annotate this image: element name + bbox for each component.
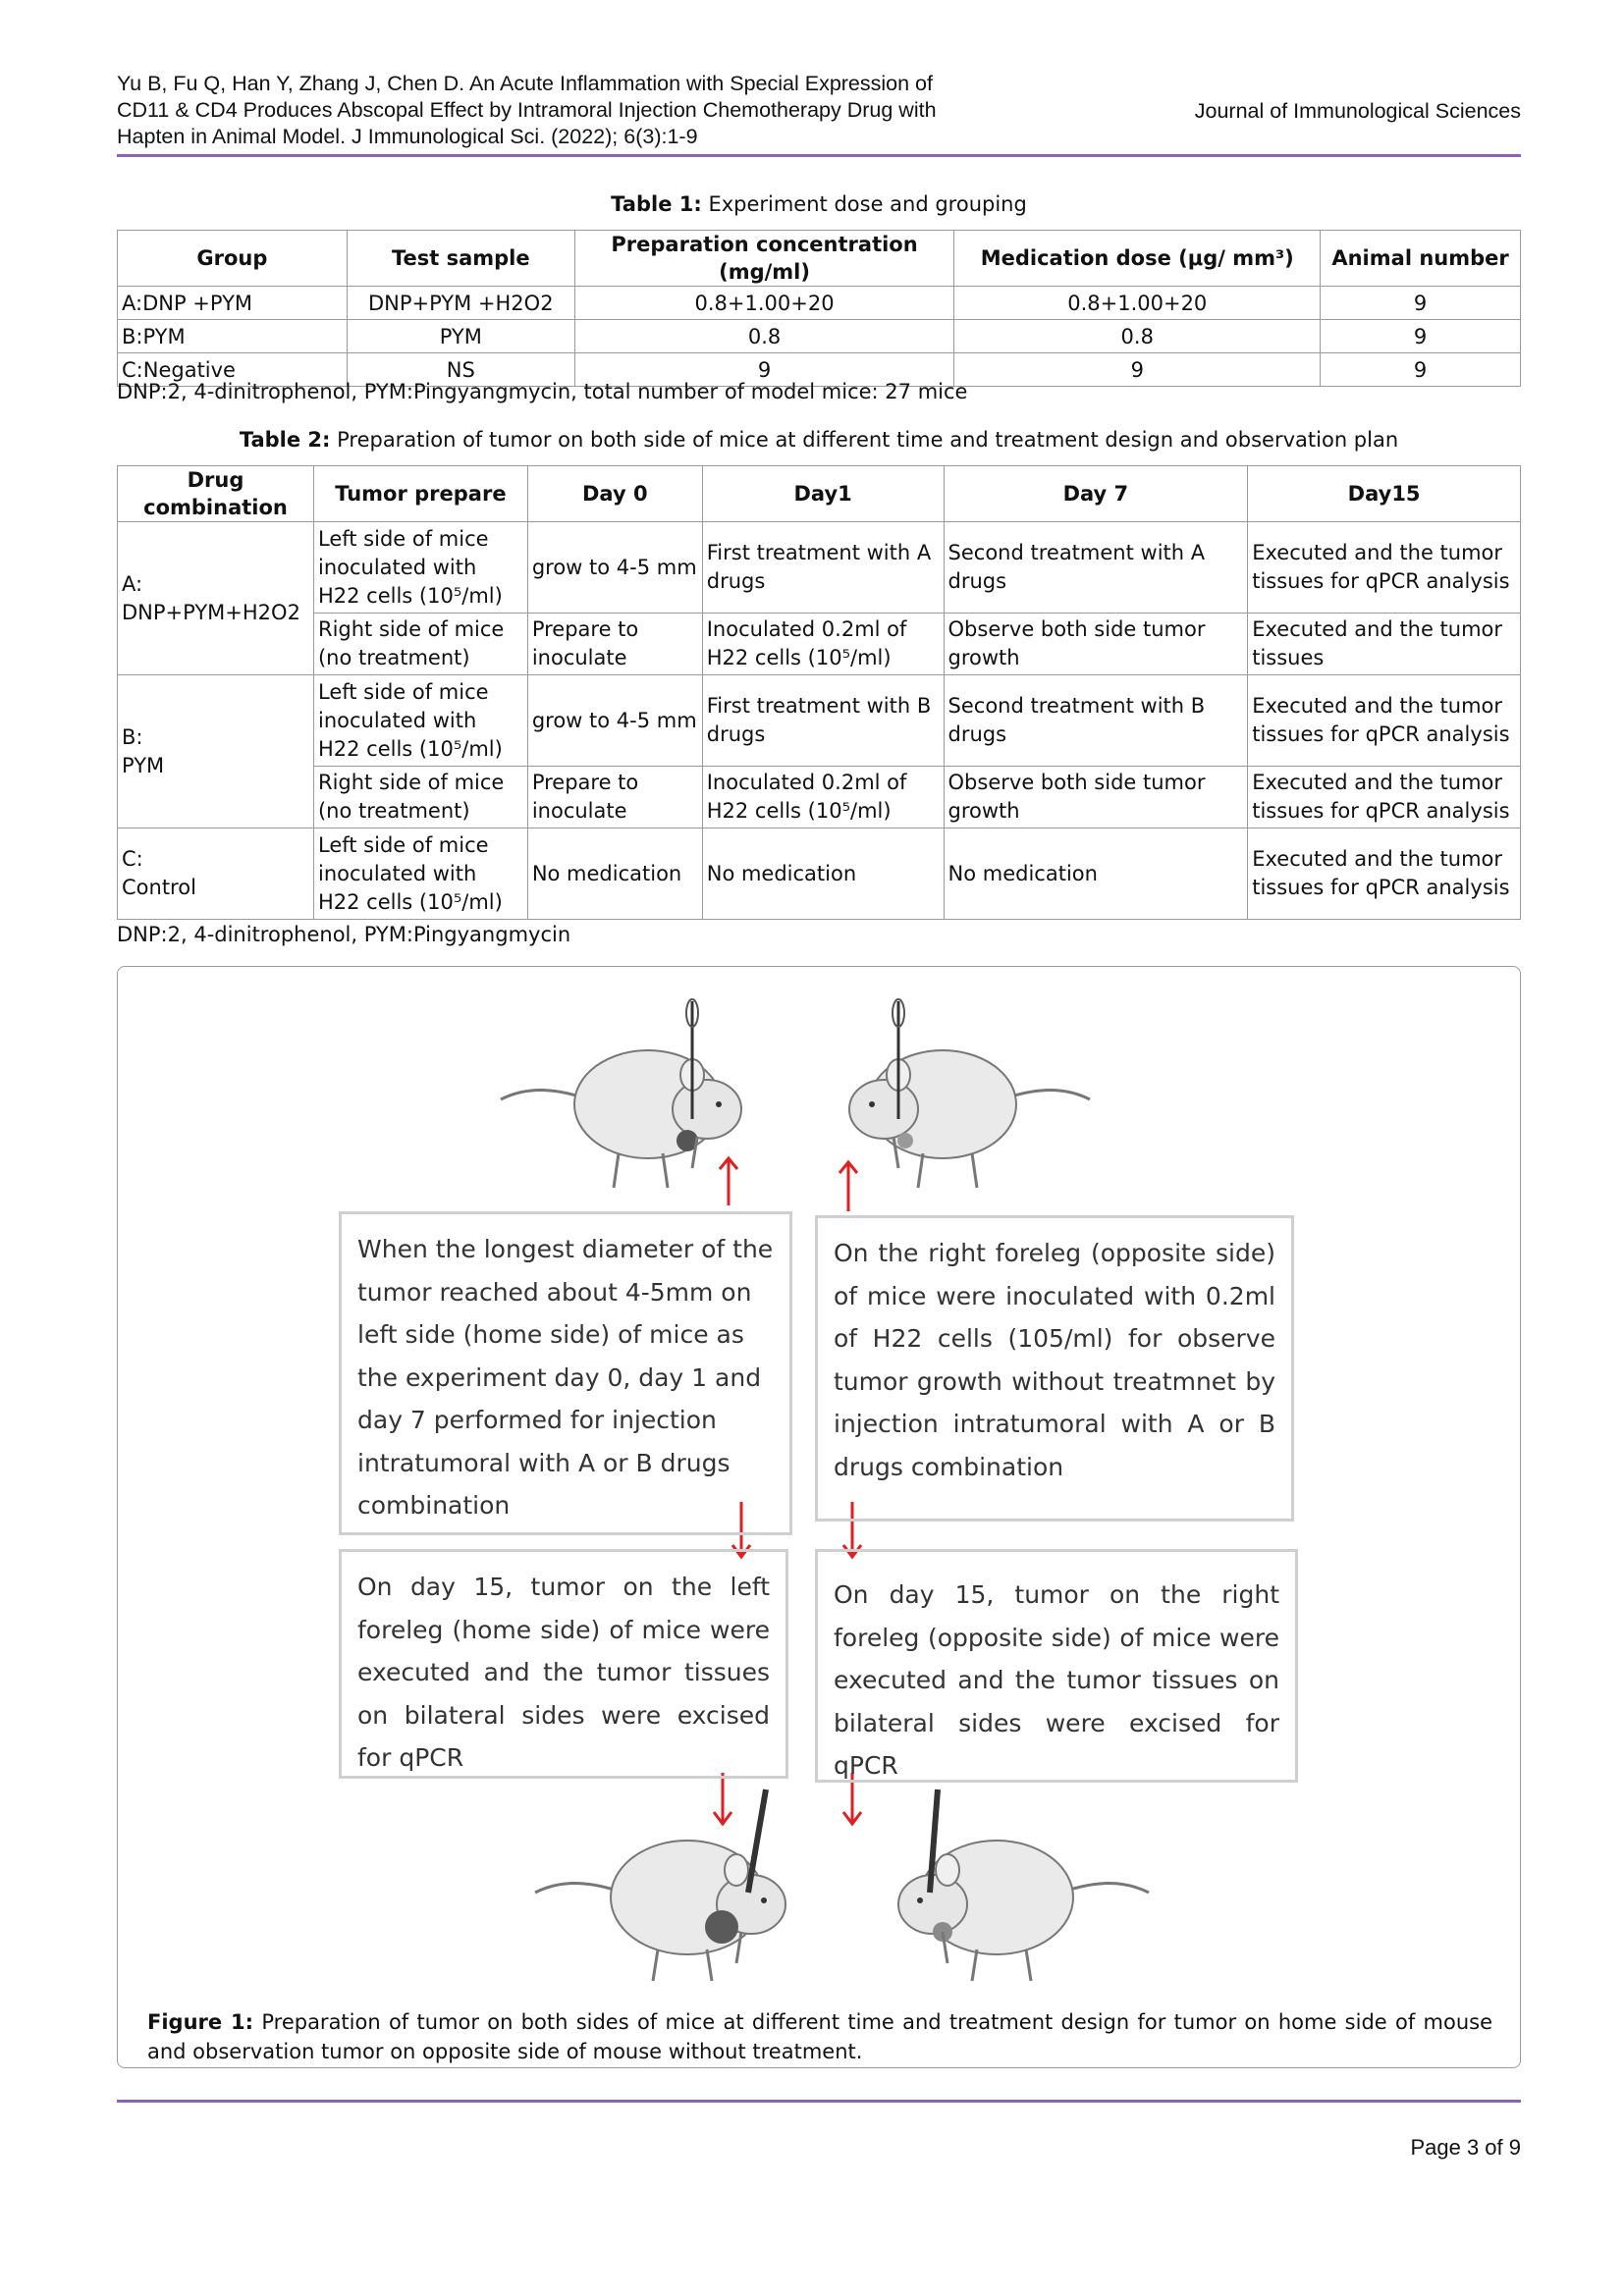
table-cell: 9 <box>1321 287 1521 320</box>
caption-text: Preparation of tumor on both sides of mice at different time and treatment design for tumor on home side of mouse and observation tumor on opposite side of mouse without treatment. <box>147 2010 1492 2063</box>
journal-name: Journal of Immunological Sciences <box>1194 99 1521 123</box>
table-header-row <box>118 231 1521 287</box>
page-number: Page 3 of 9 <box>1410 2135 1521 2160</box>
table-cell: Left side of mice inoculated with H22 cells (10⁵/ml) <box>313 675 527 767</box>
column-header: Day 7 <box>944 466 1248 522</box>
figure-textbox-top-left: When the longest diameter of the tumor reached about 4-5mm on left side (home side) of mice as the experiment day 0, day 1 and day 7 performed for injection intratumoral with A or B drugs combination <box>339 1211 792 1535</box>
citation <box>117 71 1001 150</box>
table-cell: 9 <box>1321 353 1521 387</box>
table-cell: No medication <box>527 828 702 920</box>
table-cell: Inoculated 0.2ml of H22 cells (10⁵/ml) <box>702 614 944 675</box>
citation-line: Hapten in Animal Model. J Immunological Sci. (2022); 6(3):1-9 <box>117 125 698 148</box>
column-header: Day 0 <box>527 466 702 522</box>
column-header: Day15 <box>1248 466 1521 522</box>
column-header: Day1 <box>702 466 944 522</box>
caption-label: Figure 1: <box>147 2010 254 2034</box>
table1 <box>117 230 1521 387</box>
table-cell: grow to 4-5 mm <box>527 675 702 767</box>
table-cell: B:PYM <box>118 320 348 353</box>
table-cell: C:Negative <box>118 353 348 387</box>
table-row <box>118 828 1521 920</box>
table-row <box>118 522 1521 614</box>
header-divider <box>117 154 1521 157</box>
table-cell: First treatment with B drugs <box>702 675 944 767</box>
column-header: Group <box>118 231 348 287</box>
group-label: A: <box>122 571 143 596</box>
table-header-row <box>118 466 1521 522</box>
table-cell: No medication <box>944 828 1248 920</box>
citation-line: CD11 & CD4 Produces Abscopal Effect by Intramoral Injection Chemotherapy Drug with <box>117 98 937 122</box>
figure-caption <box>147 2007 1492 2066</box>
figure-textbox-top-right: On the right foreleg (opposite side) of mice were inoculated with 0.2ml of H22 cells (105/ml) for observe tumor growth without treatmnet by injection intratumoral with A or B drugs combination <box>815 1215 1294 1522</box>
table-cell: A:DNP +PYM <box>118 287 348 320</box>
group-label: C: <box>122 847 143 871</box>
table-row <box>118 767 1521 828</box>
group-label: B: <box>122 724 143 749</box>
table-cell: No medication <box>702 828 944 920</box>
table-cell: 9 <box>1321 320 1521 353</box>
table1-caption <box>117 192 1521 216</box>
table-cell: Observe both side tumor growth <box>944 767 1248 828</box>
table-cell: Prepare to inoculate <box>527 767 702 828</box>
table-cell: Left side of mice inoculated with H22 cells (10⁵/ml) <box>313 828 527 920</box>
footer-divider <box>117 2100 1521 2103</box>
table-cell: Prepare to inoculate <box>527 614 702 675</box>
table-cell: First treatment with A drugs <box>702 522 944 614</box>
table-cell: Executed and the tumor tissues for qPCR analysis <box>1248 828 1521 920</box>
arrow-down-icon <box>711 1773 734 1828</box>
table-cell: Executed and the tumor tissues for qPCR analysis <box>1248 767 1521 828</box>
table-cell: Second treatment with A drugs <box>944 522 1248 614</box>
column-header: Medication dose (μg/ mm³) <box>954 231 1321 287</box>
table-cell: 0.8+1.00+20 <box>954 287 1321 320</box>
table-cell: Observe both side tumor growth <box>944 614 1248 675</box>
table-row <box>118 675 1521 767</box>
group-label: Control <box>122 876 196 899</box>
table-row <box>118 320 1521 353</box>
table2-note: DNP:2, 4-dinitrophenol, PYM:Pingyangmycin <box>117 923 571 946</box>
table-cell: DNP+PYM +H2O2 <box>347 287 574 320</box>
mouse-illustration <box>530 1785 825 1991</box>
table-cell: 0.8 <box>954 320 1321 353</box>
column-header: Tumor prepare <box>313 466 527 522</box>
group-cell <box>118 522 314 675</box>
caption-text: Experiment dose and grouping <box>701 192 1027 216</box>
table-cell: Executed and the tumor tissues for qPCR analysis <box>1248 522 1521 614</box>
table-cell: 0.8 <box>574 320 954 353</box>
caption-text: Preparation of tumor on both side of mice at different time and treatment design and observation plan <box>330 428 1399 452</box>
citation-line: Yu B, Fu Q, Han Y, Zhang J, Chen D. An Acute Inflammation with Special Expression of <box>117 72 933 95</box>
mouse-illustration <box>859 1785 1154 1991</box>
table-cell: Right side of mice (no treatment) <box>313 614 527 675</box>
table-cell: Second treatment with B drugs <box>944 675 1248 767</box>
group-label: DNP+PYM+H2O2 <box>122 600 300 624</box>
table-cell: PYM <box>347 320 574 353</box>
table-cell: 0.8+1.00+20 <box>574 287 954 320</box>
table-cell: Left side of mice inoculated with H22 cells (10⁵/ml) <box>313 522 527 614</box>
group-cell <box>118 675 314 828</box>
table2 <box>117 465 1521 920</box>
table-row <box>118 614 1521 675</box>
table-cell: Executed and the tumor tissues <box>1248 614 1521 675</box>
table-cell: grow to 4-5 mm <box>527 522 702 614</box>
figure-textbox-bottom-right: On day 15, tumor on the right foreleg (opposite side) of mice were executed and the tumor tissues on bilateral sides were excised for qPCR <box>815 1549 1298 1783</box>
column-header: Preparation concentration (mg/ml) <box>574 231 954 287</box>
column-header: Drug combination <box>118 466 314 522</box>
group-cell <box>118 828 314 920</box>
caption-label: Table 2: <box>239 428 331 452</box>
table1-note: DNP:2, 4-dinitrophenol, PYM:Pingyangmycin, total number of model mice: 27 mice <box>117 380 968 403</box>
table-cell: Executed and the tumor tissues for qPCR analysis <box>1248 675 1521 767</box>
table-cell: Right side of mice (no treatment) <box>313 767 527 828</box>
table-cell: 9 <box>954 353 1321 387</box>
table-cell: Inoculated 0.2ml of H22 cells (10⁵/ml) <box>702 767 944 828</box>
table-cell: NS <box>347 353 574 387</box>
column-header: Animal number <box>1321 231 1521 287</box>
arrow-up-icon <box>837 1158 860 1213</box>
caption-label: Table 1: <box>611 192 702 216</box>
group-label: PYM <box>122 753 165 777</box>
arrow-up-icon <box>717 1154 740 1207</box>
column-header: Test sample <box>347 231 574 287</box>
table2-caption <box>117 428 1521 452</box>
table-cell: 9 <box>574 353 954 387</box>
figure-textbox-bottom-left: On day 15, tumor on the left foreleg (home side) of mice were executed and the tumor tissues on bilateral sides were excised for qPCR <box>339 1549 788 1779</box>
table-row <box>118 287 1521 320</box>
